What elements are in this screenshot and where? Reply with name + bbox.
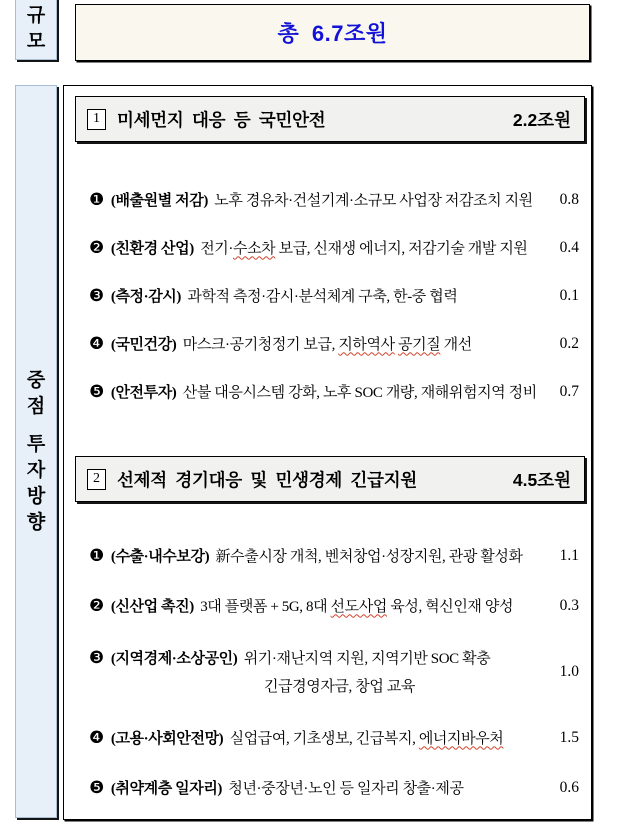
- item-description-line2: 긴급경영자금, 창업 교육: [264, 678, 415, 695]
- item-number-icon: ❺: [89, 381, 104, 402]
- item-amount: 0.2: [559, 335, 579, 352]
- item-text: [89, 186, 533, 215]
- focus-investment-content-box: [63, 85, 592, 820]
- budget-item-row: [64, 581, 591, 631]
- item-description-text: 위기·재난지역 지원, 지역기반 SOC 확충: [240, 650, 491, 667]
- section-1-title: 미세먼지 대응 등 국민안전: [117, 109, 326, 130]
- item-text: [89, 774, 464, 803]
- item-category-label: (취약계층 일자리): [110, 780, 223, 797]
- item-text: [89, 378, 537, 407]
- item-amount: 0.3: [559, 597, 579, 614]
- budget-item-row: [64, 763, 591, 813]
- vertical-label-char: 방: [26, 485, 46, 507]
- section-2-items: [64, 531, 591, 813]
- item-text: [89, 330, 472, 359]
- item-description-text: 육성, 혁신인재 양성: [386, 598, 514, 615]
- item-description-text: 노후 경유차·건설기계·소규모 사업장 저감조치 지원: [210, 192, 533, 209]
- item-description-text: 청년·중장년·노인 등 일자리 창출·제공: [225, 780, 464, 797]
- item-category-label: (국민건강): [110, 336, 177, 353]
- scale-row-label: [15, 0, 57, 60]
- spellcheck-flagged-text: 공기질: [398, 336, 441, 353]
- item-category-label: (측정·감시): [110, 288, 181, 305]
- section-1-header: [75, 96, 585, 142]
- section-economy-support: [64, 456, 591, 813]
- item-text: [89, 542, 523, 571]
- budget-item-row: [64, 368, 591, 416]
- item-text: [89, 724, 503, 753]
- item-number-icon: ❷: [89, 237, 104, 258]
- item-text: [89, 592, 513, 621]
- vertical-label-char: 중: [26, 369, 46, 391]
- item-number-icon: ❹: [89, 333, 104, 354]
- item-amount: 1.0: [559, 663, 579, 680]
- budget-item-row: [64, 176, 591, 224]
- item-amount: 0.7: [559, 383, 579, 400]
- item-number-icon: ❸: [89, 285, 104, 306]
- item-amount: 1.1: [559, 547, 579, 564]
- item-description-text: 전기·: [196, 240, 233, 257]
- item-amount: 0.4: [559, 239, 579, 256]
- item-description-text: 과학적 측정·감시·분석체계 구축, 한-중 협력: [184, 288, 458, 305]
- vertical-label-char: 점: [26, 395, 46, 417]
- item-description-text: 산불 대응시스템 강화, 노후 SOC 개량, 재해위험지역 정비: [179, 384, 537, 401]
- section-2-number-icon: 2: [87, 469, 106, 490]
- budget-item-row: [64, 272, 591, 320]
- vertical-label-char: 투: [26, 433, 46, 455]
- vertical-label-char: 규: [26, 5, 46, 26]
- vertical-label-char: 자: [26, 459, 46, 481]
- focus-investment-direction-label: [15, 85, 57, 818]
- section-2-header: [75, 456, 585, 502]
- item-category-label: (수출·내수보강): [110, 548, 210, 565]
- item-category-label: (친환경 산업): [110, 240, 194, 257]
- budget-item-row: [64, 713, 591, 763]
- spellcheck-flagged-text: 수소차: [232, 240, 276, 257]
- item-amount: 0.6: [559, 779, 579, 796]
- item-category-label: (신산업 촉진): [110, 598, 194, 615]
- budget-item-row: [64, 631, 591, 713]
- budget-item-row: [64, 531, 591, 581]
- vertical-label-char: 향: [26, 511, 46, 533]
- item-number-icon: ❷: [89, 595, 104, 616]
- item-amount: 1.5: [559, 729, 579, 746]
- item-text: [89, 234, 528, 263]
- item-category-label: (배출원별 저감): [110, 192, 208, 209]
- item-text: [89, 644, 490, 701]
- item-text: [89, 282, 457, 311]
- total-amount-box: [75, 4, 590, 61]
- item-description-text: 실업급여, 기초생보, 긴급복지,: [226, 730, 419, 747]
- item-amount: 0.1: [559, 287, 579, 304]
- item-category-label: (고용·사회안전망): [110, 730, 224, 747]
- item-description-text: 보급, 신재생 에너지, 저감기술 개발 지원: [275, 240, 528, 257]
- spellcheck-flagged-text: 지하역사: [338, 336, 395, 353]
- item-number-icon: ❹: [89, 727, 104, 748]
- item-description-text: 3대 플랫폼 + 5G, 8대: [196, 598, 331, 615]
- budget-item-row: [64, 320, 591, 368]
- item-description-text: 마스크·공기청정기 보급,: [179, 336, 339, 353]
- item-amount: 0.8: [559, 191, 579, 208]
- item-category-label: (지역경제·소상공인): [110, 650, 238, 667]
- sidebar-label-group-2: [27, 432, 45, 536]
- section-1-number-icon: 1: [87, 109, 106, 130]
- item-number-icon: ❶: [89, 189, 104, 210]
- item-number-icon: ❸: [89, 647, 104, 668]
- section-2-amount: 4.5조원: [512, 469, 571, 490]
- section-fine-dust-safety: [64, 96, 591, 416]
- item-number-icon: ❺: [89, 777, 104, 798]
- item-description-text: 개선: [440, 336, 472, 353]
- item-description-text: 新수출시장 개척, 벤처창업·성장지원, 관광 활성화: [212, 548, 523, 565]
- total-amount-text: 총 6.7조원: [277, 21, 388, 46]
- item-category-label: (안전투자): [110, 384, 177, 401]
- budget-item-row: [64, 224, 591, 272]
- section-1-amount: 2.2조원: [512, 109, 571, 130]
- item-number-icon: ❶: [89, 545, 104, 566]
- section-1-items: [64, 176, 591, 416]
- sidebar-label-group-1: [27, 368, 45, 420]
- vertical-label-char: 모: [26, 31, 46, 52]
- section-2-title: 선제적 경기대응 및 민생경제 긴급지원: [117, 469, 417, 490]
- spellcheck-flagged-text: 에너지바우처: [418, 730, 504, 747]
- spellcheck-flagged-text: 선도사업: [330, 598, 387, 615]
